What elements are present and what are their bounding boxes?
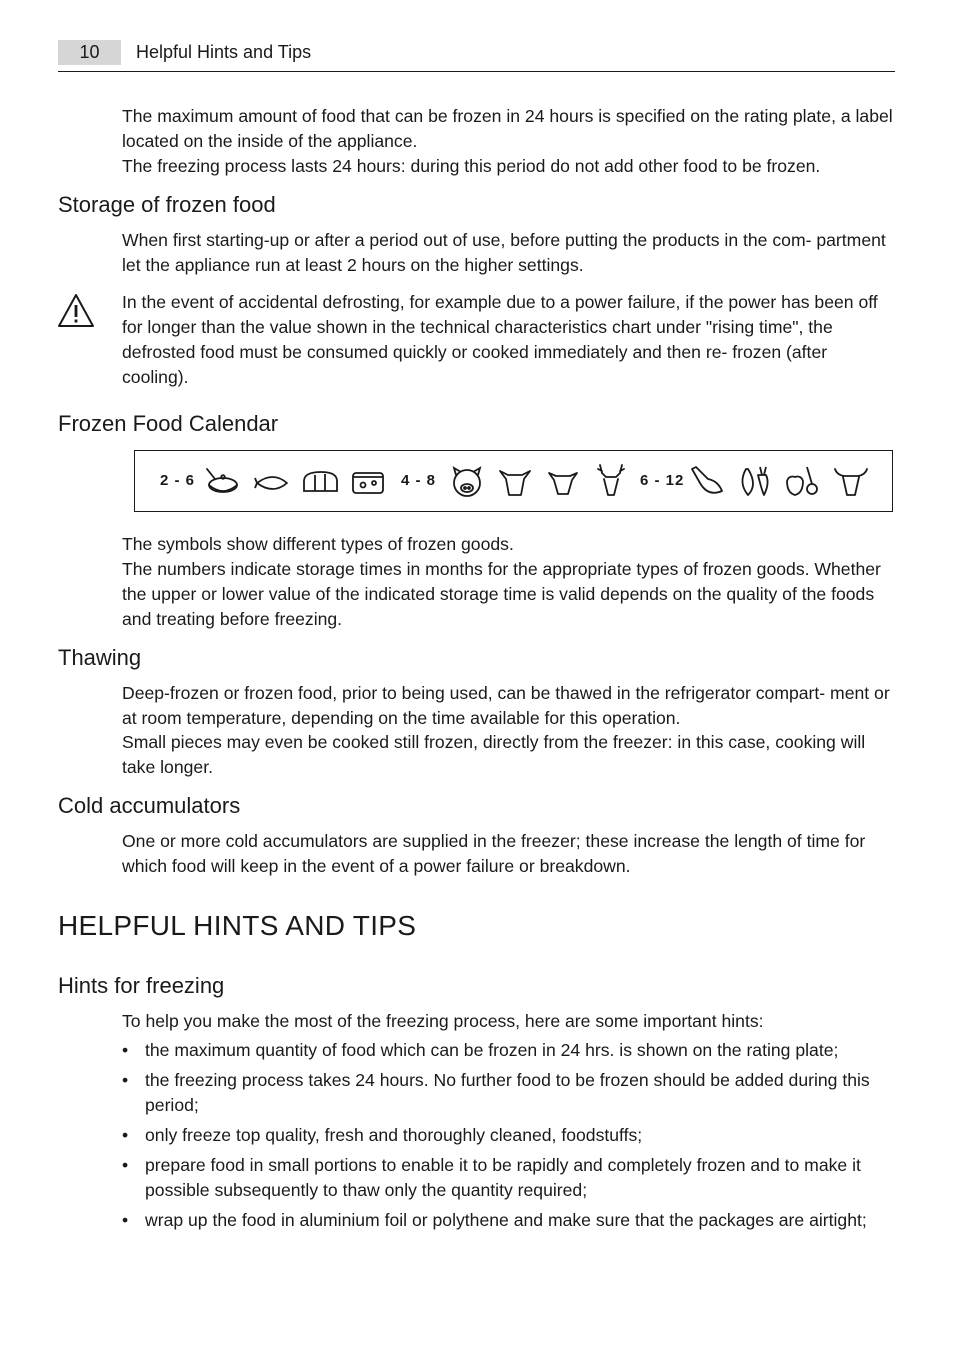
list-item-text: the maximum quantity of food which can be frozen in 24 hrs. is shown on the rating plate; [145,1040,839,1060]
intro-text-pre: The maximum amount of food that can be frozen in 24 hours is specified on the [122,106,744,126]
cold-accumulators-heading: Cold accumulators [58,793,241,818]
page-number: 10 [58,40,121,65]
list-item-text: only freeze top quality, fresh and thoroughly cleaned, foodstuffs; [145,1125,643,1145]
page-header [58,40,895,72]
cheese-icon [349,463,387,501]
rating-plate-term: rating plate [744,106,832,126]
thawing-text-1: Deep-frozen or frozen food, prior to being used, can be thawed in the refrigerator compart- ment or at room temperature, depending on the time available for this operation. [122,683,890,728]
calendar-heading: Frozen Food Calendar [58,411,279,436]
section-title: HELPFUL HINTS AND TIPS [58,910,417,941]
frozen-food-calendar [134,450,893,512]
storage-months-label: 4 - 8 [401,472,437,489]
list-item-text: prepare food in small portions to enable it to be rapidly and completely frozen and to make it possible subsequently to thaw only the quantity required; [145,1155,861,1200]
header-title: Helpful Hints and Tips [136,42,312,62]
thawing-text-2: Small pieces may even be cooked still frozen, directly from the freezer: in this case, cooking will take longer. [122,732,866,777]
bullet-icon: • [122,1040,129,1060]
intro-line-2: The freezing process lasts 24 hours: during this period do not add other food to be frozen. [122,156,821,176]
bullet-icon: • [122,1155,129,1175]
fruit-icon [783,463,821,501]
thawing-heading: Thawing [58,645,142,670]
poultry-icon [688,463,726,501]
list-item [122,1208,897,1233]
fish-icon [253,463,291,501]
bread-icon [301,463,339,501]
bullet-icon: • [122,1210,129,1230]
warning-text: In the event of accidental defrosting, for example due to a power failure, if the power has been off for longer than the value shown in the technical characteristics chart under "rising time", the defrosted food must be consumed quickly or cooked immediately and then re- frozen (after cooling). [122,292,878,387]
list-item [122,1068,897,1118]
list-item [122,1153,897,1203]
storage-heading: Storage of frozen food [58,192,276,217]
calf-icon [496,463,534,501]
list-item [122,1038,897,1063]
hints-list [122,1038,897,1238]
bullet-icon: • [122,1070,129,1090]
hints-intro: To help you make the most of the freezing process, here are some important hints: [122,1011,764,1031]
lamb-icon [544,463,582,501]
cold-accumulators-text: One or more cold accumulators are supplied in the freezer; these increase the length of time for which food will keep in the event of a power failure or breakdown. [122,831,866,876]
storage-text: When first starting-up or after a period out of use, before putting the products in the com- partment let the appliance run at least 2 hours on the higher settings. [122,230,886,275]
list-item-text: the freezing process takes 24 hours. No further food to be frozen should be added during this period; [145,1070,870,1115]
cow-icon [832,463,870,501]
pig-icon [448,463,486,501]
intro-text-post: , a label located on the inside of the appliance. [122,106,893,151]
warning-icon [56,292,96,330]
hints-heading: Hints for freezing [58,973,225,998]
calendar-description-1: The symbols show different types of frozen goods. [122,534,514,554]
list-item-text: wrap up the food in aluminium foil or polythene and make sure that the packages are airtight; [145,1210,867,1230]
calendar-description-2: The numbers indicate storage times in months for the appropriate types of frozen goods. Whether the upper or lower value of the indicated storage time is valid depends on the quality of the foods and treating before freezing. [122,559,881,629]
deer-icon [592,463,630,501]
list-item [122,1123,897,1148]
vegetables-icon [736,463,774,501]
bullet-icon: • [122,1125,129,1145]
storage-months-label: 6 - 12 [640,472,685,489]
soup-pot-icon [203,463,241,501]
storage-months-label: 2 - 6 [160,472,196,489]
intro-paragraph [122,104,897,179]
